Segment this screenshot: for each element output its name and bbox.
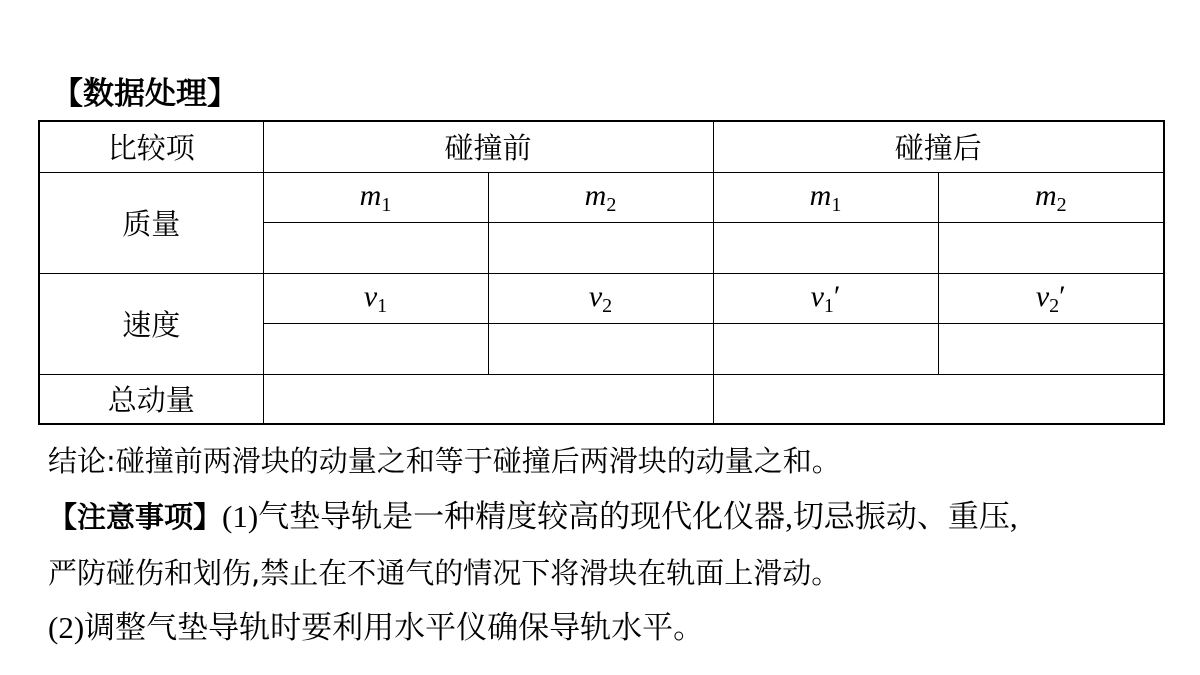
total-momentum-row bbox=[39, 374, 1164, 424]
empty-cell bbox=[713, 222, 938, 273]
empty-cell bbox=[713, 374, 1164, 424]
mass-var-cell: $m_1$ bbox=[713, 172, 938, 222]
empty-cell bbox=[488, 323, 713, 374]
empty-cell bbox=[263, 323, 488, 374]
notes-title: 【注意事项】 bbox=[48, 500, 223, 534]
empty-cell bbox=[938, 323, 1164, 374]
velocity-var-row bbox=[39, 273, 1164, 323]
mass-var-cell: $m_1$ bbox=[263, 172, 488, 222]
empty-cell bbox=[263, 222, 488, 273]
velocity-var-cell: $v_1'$ bbox=[713, 273, 938, 323]
velocity-label: 速度 bbox=[39, 273, 263, 374]
velocity-var-cell: $v_1$ bbox=[263, 273, 488, 323]
data-table bbox=[38, 120, 1165, 425]
mass-label: 质量 bbox=[39, 172, 263, 273]
mass-var-row bbox=[39, 172, 1164, 222]
velocity-var-cell: $v_2'$ bbox=[938, 273, 1164, 323]
after-collision-header: 碰撞后 bbox=[713, 121, 1164, 172]
section-heading-data-processing: 【数据处理】 bbox=[52, 76, 238, 112]
notes-item-2: (2)调整气垫导轨时要利用水平仪确保导轨水平。 bbox=[48, 610, 705, 645]
notes-item-1-line-2: 严防碰伤和划伤,禁止在不通气的情况下将滑块在轨面上滑动。 bbox=[48, 556, 841, 590]
before-collision-header: 碰撞前 bbox=[263, 121, 713, 172]
empty-cell bbox=[263, 374, 713, 424]
conclusion-text: 结论:碰撞前两滑块的动量之和等于碰撞后两滑块的动量之和。 bbox=[48, 444, 841, 478]
total-momentum-label: 总动量 bbox=[39, 374, 263, 424]
empty-cell bbox=[488, 222, 713, 273]
empty-cell bbox=[938, 222, 1164, 273]
mass-var-cell: $m_2$ bbox=[488, 172, 713, 222]
comparison-item-header: 比较项 bbox=[39, 121, 263, 172]
notes-item-1-line-1: (1)气垫导轨是一种精度较高的现代化仪器,切忌振动、重压, bbox=[222, 499, 1018, 534]
notes-line-1 bbox=[48, 497, 1018, 537]
empty-cell bbox=[713, 323, 938, 374]
table-header-row bbox=[39, 121, 1164, 172]
velocity-var-cell: $v_2$ bbox=[488, 273, 713, 323]
mass-var-cell: $m_2$ bbox=[938, 172, 1164, 222]
